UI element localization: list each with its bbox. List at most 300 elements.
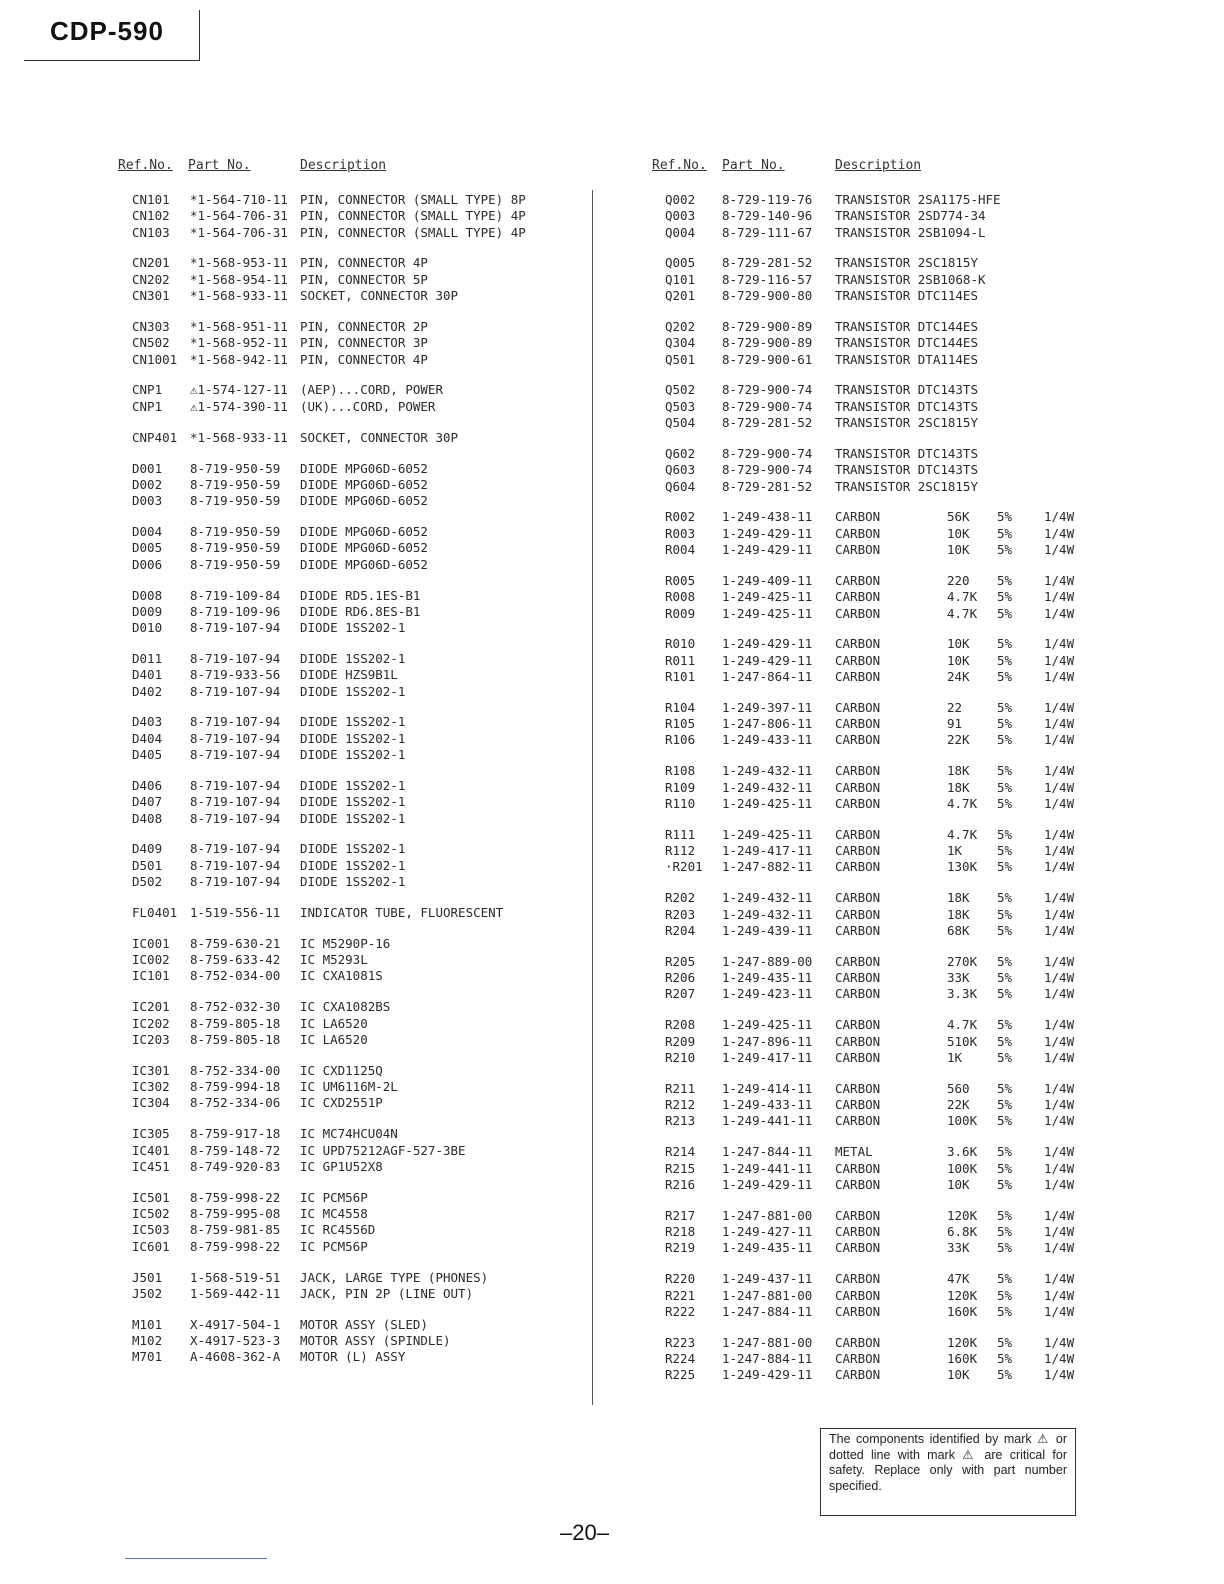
parts-row [118, 1317, 578, 1333]
cell-part: 1-249-432-11 [722, 779, 813, 795]
cell-desc: IC GP1U52X8 [300, 1158, 383, 1174]
cell-part: 1-249-433-11 [722, 1097, 813, 1113]
cell-desc: TRANSISTOR DTC144ES [835, 318, 978, 334]
parts-group [118, 1126, 578, 1175]
cell-tol: 5% [997, 525, 1013, 541]
cell-part: 1-249-432-11 [722, 763, 813, 779]
cell-part: 8-719-107-94 [190, 841, 281, 857]
cell-ref: R220 [665, 1271, 696, 1287]
parts-row [118, 319, 578, 335]
cell-desc: CARBON [835, 636, 881, 652]
parts-group [652, 509, 1092, 558]
cell-tol: 5% [997, 636, 1013, 652]
cell-ref: R204 [665, 922, 696, 938]
cell-watt: 1/4W [1044, 826, 1075, 842]
cell-part: 8-729-900-61 [722, 351, 813, 367]
cell-ref: CN1001 [132, 351, 178, 367]
parts-row [118, 1143, 578, 1159]
cell-ref: Q002 [665, 192, 696, 207]
cell-desc: PIN, CONNECTOR 3P [300, 335, 428, 351]
cell-part: 8-759-805-18 [190, 1015, 281, 1031]
cell-watt: 1/4W [1044, 509, 1075, 525]
cell-ref: CN502 [132, 335, 170, 351]
cell-watt: 1/4W [1044, 906, 1075, 922]
cell-tol: 5% [997, 1334, 1013, 1350]
cell-watt: 1/4W [1044, 1144, 1075, 1160]
parts-row [118, 1063, 578, 1079]
cell-ref: CNP1 [132, 382, 163, 398]
cell-ref: CN102 [132, 208, 170, 224]
cell-tol: 5% [997, 572, 1013, 588]
cell-tol: 5% [997, 589, 1013, 605]
cell-desc: CARBON [835, 1240, 881, 1256]
parts-row [118, 604, 578, 620]
cell-ref: R109 [665, 779, 696, 795]
parts-row [118, 335, 578, 351]
cell-desc: IC M5293L [300, 952, 368, 968]
cell-part: 8-759-633-42 [190, 952, 281, 968]
cell-desc: TRANSISTOR 2SA1175-HFE [835, 192, 1001, 207]
cell-desc: DIODE 1SS202-1 [300, 794, 406, 810]
cell-part: 1-247-884-11 [722, 1351, 813, 1367]
cell-watt: 1/4W [1044, 986, 1075, 1002]
parts-row [652, 1034, 1092, 1050]
cell-desc: CARBON [835, 542, 881, 558]
cell-ref: R110 [665, 795, 696, 811]
cell-desc: (UK)...CORD, POWER [300, 398, 436, 414]
cell-ref: IC001 [132, 935, 170, 951]
cell-val: 10K [947, 542, 970, 558]
cell-desc: JACK, PIN 2P (LINE OUT) [300, 1285, 474, 1301]
cell-ref: D405 [132, 747, 163, 763]
parts-row [652, 255, 1092, 271]
cell-part: 1-249-425-11 [722, 795, 813, 811]
cell-part: 1-568-519-51 [190, 1269, 281, 1285]
cell-ref: R205 [665, 953, 696, 969]
cell-part: 8-719-950-59 [190, 556, 281, 572]
parts-row [118, 1286, 578, 1302]
cell-ref: R206 [665, 970, 696, 986]
cell-part: 1-249-435-11 [722, 1240, 813, 1256]
cell-ref: IC201 [132, 999, 170, 1015]
cell-desc: DIODE 1SS202-1 [300, 857, 406, 873]
cell-ref: R213 [665, 1113, 696, 1129]
cell-desc: DIODE RD6.8ES-B1 [300, 603, 421, 619]
cell-part: 1-249-397-11 [722, 699, 813, 715]
parts-row [118, 1190, 578, 1206]
cell-ref: R224 [665, 1351, 696, 1367]
parts-row [652, 526, 1092, 542]
cell-ref: Q005 [665, 255, 696, 271]
parts-row [652, 479, 1092, 495]
cell-desc: TRANSISTOR DTC143TS [835, 462, 978, 478]
cell-ref: R106 [665, 732, 696, 748]
cell-tol: 5% [997, 732, 1013, 748]
parts-row [118, 557, 578, 573]
cell-desc: DIODE 1SS202-1 [300, 777, 406, 793]
cell-desc: DIODE 1SS202-1 [300, 620, 406, 636]
cell-tol: 5% [997, 1113, 1013, 1129]
cell-val: 6.8K [947, 1224, 978, 1240]
cell-tol: 5% [997, 953, 1013, 969]
cell-part: X-4917-523-3 [190, 1333, 281, 1349]
parts-group [652, 1144, 1092, 1193]
cell-desc: CARBON [835, 1287, 881, 1303]
cell-val: 10K [947, 1367, 970, 1383]
cell-part: *1-568-951-11 [190, 318, 288, 334]
parts-row [118, 1126, 578, 1142]
parts-group [118, 905, 578, 921]
cell-desc: IC MC74HCU04N [300, 1126, 398, 1142]
cell-part: 1-249-435-11 [722, 970, 813, 986]
parts-group [118, 778, 578, 827]
parts-group [118, 1317, 578, 1366]
cell-part: 8-752-334-06 [190, 1095, 281, 1111]
parts-group [118, 382, 578, 415]
cell-val: 22K [947, 732, 970, 748]
parts-group [652, 1208, 1092, 1257]
cell-desc: CARBON [835, 509, 881, 525]
cell-watt: 1/4W [1044, 922, 1075, 938]
cell-desc: IC M5290P-16 [300, 935, 391, 951]
cell-tol: 5% [997, 1367, 1013, 1383]
cell-part: 8-749-920-83 [190, 1158, 281, 1174]
parts-row [652, 208, 1092, 224]
cell-part: *1-568-953-11 [190, 255, 288, 271]
parts-row [652, 907, 1092, 923]
cell-part: *1-568-952-11 [190, 335, 288, 351]
parts-group [118, 841, 578, 890]
cell-ref: D009 [132, 603, 163, 619]
cell-desc: CARBON [835, 1097, 881, 1113]
cell-part: X-4917-504-1 [190, 1316, 281, 1332]
cell-part: 1-249-414-11 [722, 1080, 813, 1096]
cell-tol: 5% [997, 843, 1013, 859]
cell-desc: CARBON [835, 1207, 881, 1223]
cell-ref: D409 [132, 841, 163, 857]
parts-row [118, 667, 578, 683]
cell-part: *1-564-706-31 [190, 224, 288, 240]
cell-ref: R209 [665, 1033, 696, 1049]
cell-tol: 5% [997, 1144, 1013, 1160]
cell-desc: IC CXD2551P [300, 1095, 383, 1111]
cell-val: 510K [947, 1033, 978, 1049]
cell-tol: 5% [997, 1224, 1013, 1240]
cell-desc: MOTOR ASSY (SPINDLE) [300, 1333, 451, 1349]
cell-ref: R011 [665, 652, 696, 668]
cell-desc: CARBON [835, 922, 881, 938]
cell-ref: ·R201 [665, 859, 703, 875]
model-title: CDP-590 [50, 16, 164, 46]
cell-ref: FL0401 [132, 904, 178, 920]
parts-row [118, 714, 578, 730]
cell-tol: 5% [997, 970, 1013, 986]
column-divider [592, 190, 593, 1405]
cell-part: 1-569-442-11 [190, 1285, 281, 1301]
parts-row [118, 778, 578, 794]
cell-part: 8-729-111-67 [722, 224, 813, 240]
parts-row [118, 620, 578, 636]
cell-watt: 1/4W [1044, 1367, 1075, 1383]
cell-part: 8-759-630-21 [190, 935, 281, 951]
parts-group [118, 588, 578, 637]
parts-row [652, 796, 1092, 812]
cell-desc: TRANSISTOR 2SC1815Y [835, 415, 978, 431]
cell-ref: D008 [132, 587, 163, 603]
parts-row [652, 890, 1092, 906]
cell-desc: IC LA6520 [300, 1015, 368, 1031]
cell-part: 1-247-889-00 [722, 953, 813, 969]
parts-group [118, 524, 578, 573]
cell-val: 4.7K [947, 605, 978, 621]
cell-val: 120K [947, 1334, 978, 1350]
cell-part: 1-249-417-11 [722, 1049, 813, 1065]
cell-watt: 1/4W [1044, 1224, 1075, 1240]
cell-val: 18K [947, 763, 970, 779]
parts-group [652, 1017, 1092, 1066]
cell-ref: D406 [132, 777, 163, 793]
cell-part: 8-729-281-52 [722, 415, 813, 431]
cell-val: 18K [947, 890, 970, 906]
cell-desc: (AEP)...CORD, POWER [300, 382, 443, 398]
cell-desc: TRANSISTOR 2SB1094-L [835, 224, 986, 240]
cell-ref: IC302 [132, 1079, 170, 1095]
cell-desc: DIODE 1SS202-1 [300, 683, 406, 699]
cell-ref: CN201 [132, 255, 170, 271]
cell-part: *1-564-710-11 [190, 192, 288, 207]
parts-row [652, 986, 1092, 1002]
cell-part: 8-719-107-94 [190, 650, 281, 666]
cell-part: 8-759-805-18 [190, 1031, 281, 1047]
cell-desc: CARBON [835, 668, 881, 684]
cell-ref: Q101 [665, 271, 696, 287]
parts-row [652, 716, 1092, 732]
cell-desc: DIODE MPG06D-6052 [300, 493, 428, 509]
cell-val: 10K [947, 652, 970, 668]
cell-desc: CARBON [835, 589, 881, 605]
cell-desc: JACK, LARGE TYPE (PHONES) [300, 1269, 489, 1285]
cell-val: 100K [947, 1160, 978, 1176]
parts-row [652, 780, 1092, 796]
parts-row [118, 524, 578, 540]
cell-ref: D401 [132, 667, 163, 683]
parts-row [652, 843, 1092, 859]
cell-part: 8-729-116-57 [722, 271, 813, 287]
cell-desc: CARBON [835, 1176, 881, 1192]
cell-desc: CARBON [835, 1033, 881, 1049]
cell-part: 1-249-433-11 [722, 732, 813, 748]
cell-part: 8-752-334-00 [190, 1062, 281, 1078]
cell-part: 1-249-425-11 [722, 826, 813, 842]
cell-val: 160K [947, 1351, 978, 1367]
cell-tol: 5% [997, 1033, 1013, 1049]
cell-part: ⚠1-574-127-11 [190, 382, 288, 398]
cell-ref: Q304 [665, 335, 696, 351]
cell-val: 10K [947, 525, 970, 541]
cell-desc: DIODE RD5.1ES-B1 [300, 587, 421, 603]
parts-group [652, 954, 1092, 1003]
parts-row [652, 382, 1092, 398]
parts-group [118, 1270, 578, 1303]
cell-part: *1-568-933-11 [190, 429, 288, 445]
parts-row [118, 841, 578, 857]
cell-desc: CARBON [835, 1224, 881, 1240]
cell-desc: CARBON [835, 843, 881, 859]
cell-part: 8-729-900-74 [722, 445, 813, 461]
cell-ref: D502 [132, 874, 163, 890]
cell-tol: 5% [997, 1049, 1013, 1065]
parts-row [652, 573, 1092, 589]
parts-row [652, 1113, 1092, 1129]
cell-desc: TRANSISTOR 2SC1815Y [835, 478, 978, 494]
parts-row [118, 588, 578, 604]
parts-row [118, 493, 578, 509]
cell-desc: IC PCM56P [300, 1238, 368, 1254]
cell-watt: 1/4W [1044, 1240, 1075, 1256]
cell-watt: 1/4W [1044, 668, 1075, 684]
cell-tol: 5% [997, 1351, 1013, 1367]
cell-ref: Q501 [665, 351, 696, 367]
cell-part: 8-719-950-59 [190, 460, 281, 476]
cell-ref: IC502 [132, 1206, 170, 1222]
parts-row [118, 811, 578, 827]
cell-part: 1-249-439-11 [722, 922, 813, 938]
cell-desc: TRANSISTOR DTC114ES [835, 288, 978, 304]
parts-row [118, 1079, 578, 1095]
cell-part: 8-719-107-94 [190, 777, 281, 793]
cell-desc: METAL [835, 1144, 873, 1160]
cell-val: 47K [947, 1271, 970, 1287]
parts-group [652, 890, 1092, 939]
cell-tol: 5% [997, 1176, 1013, 1192]
parts-group [652, 192, 1092, 241]
cell-part: 1-249-427-11 [722, 1224, 813, 1240]
cell-part: 8-729-900-74 [722, 382, 813, 398]
cell-ref: Q503 [665, 398, 696, 414]
cell-desc: DIODE HZS9B1L [300, 667, 398, 683]
cell-desc: TRANSISTOR 2SB1068-K [835, 271, 986, 287]
cell-ref: Q504 [665, 415, 696, 431]
cell-ref: IC401 [132, 1142, 170, 1158]
cell-desc: CARBON [835, 890, 881, 906]
right-parts-column [652, 158, 1092, 1398]
cell-tol: 5% [997, 716, 1013, 732]
cell-desc: CARBON [835, 970, 881, 986]
cell-ref: R208 [665, 1017, 696, 1033]
parts-group [652, 636, 1092, 685]
cell-ref: D407 [132, 794, 163, 810]
cell-tol: 5% [997, 890, 1013, 906]
cell-desc: PIN, CONNECTOR (SMALL TYPE) 4P [300, 224, 526, 240]
cell-part: 1-249-425-11 [722, 605, 813, 621]
parts-row [118, 225, 578, 241]
cell-ref: Q603 [665, 462, 696, 478]
cell-ref: R225 [665, 1367, 696, 1383]
parts-group [652, 1081, 1092, 1130]
cell-ref: R111 [665, 826, 696, 842]
cell-ref: D005 [132, 540, 163, 556]
cell-ref: IC503 [132, 1222, 170, 1238]
cell-val: 18K [947, 779, 970, 795]
cell-desc: DIODE MPG06D-6052 [300, 476, 428, 492]
cell-part: 1-249-425-11 [722, 589, 813, 605]
cell-ref: D004 [132, 524, 163, 540]
cell-ref: R009 [665, 605, 696, 621]
cell-ref: R004 [665, 542, 696, 558]
cell-desc: DIODE 1SS202-1 [300, 810, 406, 826]
cell-desc: IC PCM56P [300, 1189, 368, 1205]
cell-part: 8-729-140-96 [722, 208, 813, 224]
cell-desc: IC CXD1125Q [300, 1062, 383, 1078]
cell-val: 22K [947, 1097, 970, 1113]
cell-part: 1-247-806-11 [722, 716, 813, 732]
cell-ref: IC304 [132, 1095, 170, 1111]
cell-ref: J501 [132, 1269, 163, 1285]
parts-row [118, 794, 578, 810]
cell-ref: D402 [132, 683, 163, 699]
cell-part: 1-249-432-11 [722, 906, 813, 922]
cell-val: 130K [947, 859, 978, 875]
parts-row [652, 446, 1092, 462]
cell-part: 1-249-429-11 [722, 1176, 813, 1192]
cell-watt: 1/4W [1044, 605, 1075, 621]
cell-part: A-4608-362-A [190, 1349, 281, 1365]
parts-row [652, 335, 1092, 351]
cell-ref: D011 [132, 650, 163, 666]
parts-row [118, 461, 578, 477]
parts-row [652, 1224, 1092, 1240]
cell-ref: R207 [665, 986, 696, 1002]
cell-part: 8-752-034-00 [190, 968, 281, 984]
cell-val: 120K [947, 1287, 978, 1303]
cell-desc: CARBON [835, 953, 881, 969]
parts-row [652, 288, 1092, 304]
cell-desc: TRANSISTOR DTA114ES [835, 351, 978, 367]
cell-part: 8-719-107-94 [190, 730, 281, 746]
parts-group [118, 430, 578, 446]
parts-row [652, 1208, 1092, 1224]
cell-desc: CARBON [835, 826, 881, 842]
cell-watt: 1/4W [1044, 1303, 1075, 1319]
cell-ref: Q502 [665, 382, 696, 398]
parts-row [118, 1270, 578, 1286]
right-parts-list [652, 192, 1092, 1384]
parts-row [652, 1097, 1092, 1113]
cell-ref: Q201 [665, 288, 696, 304]
cell-desc: CARBON [835, 732, 881, 748]
parts-row [118, 905, 578, 921]
header-description: Description [300, 158, 387, 173]
cell-desc: CARBON [835, 716, 881, 732]
left-parts-column [118, 158, 578, 1380]
cell-part: 1-249-441-11 [722, 1113, 813, 1129]
cell-val: 1K [947, 1049, 963, 1065]
cell-part: *1-568-933-11 [190, 288, 288, 304]
cell-part: 1-247-884-11 [722, 1303, 813, 1319]
parts-row [118, 684, 578, 700]
parts-group [652, 382, 1092, 431]
cell-watt: 1/4W [1044, 1097, 1075, 1113]
cell-watt: 1/4W [1044, 716, 1075, 732]
parts-row [118, 651, 578, 667]
header-part-no: Part No. [722, 158, 785, 173]
cell-watt: 1/4W [1044, 1207, 1075, 1223]
parts-row [652, 462, 1092, 478]
cell-desc: IC CXA1081S [300, 968, 383, 984]
cell-desc: SOCKET, CONNECTOR 30P [300, 288, 459, 304]
cell-tol: 5% [997, 509, 1013, 525]
parts-group [118, 999, 578, 1048]
